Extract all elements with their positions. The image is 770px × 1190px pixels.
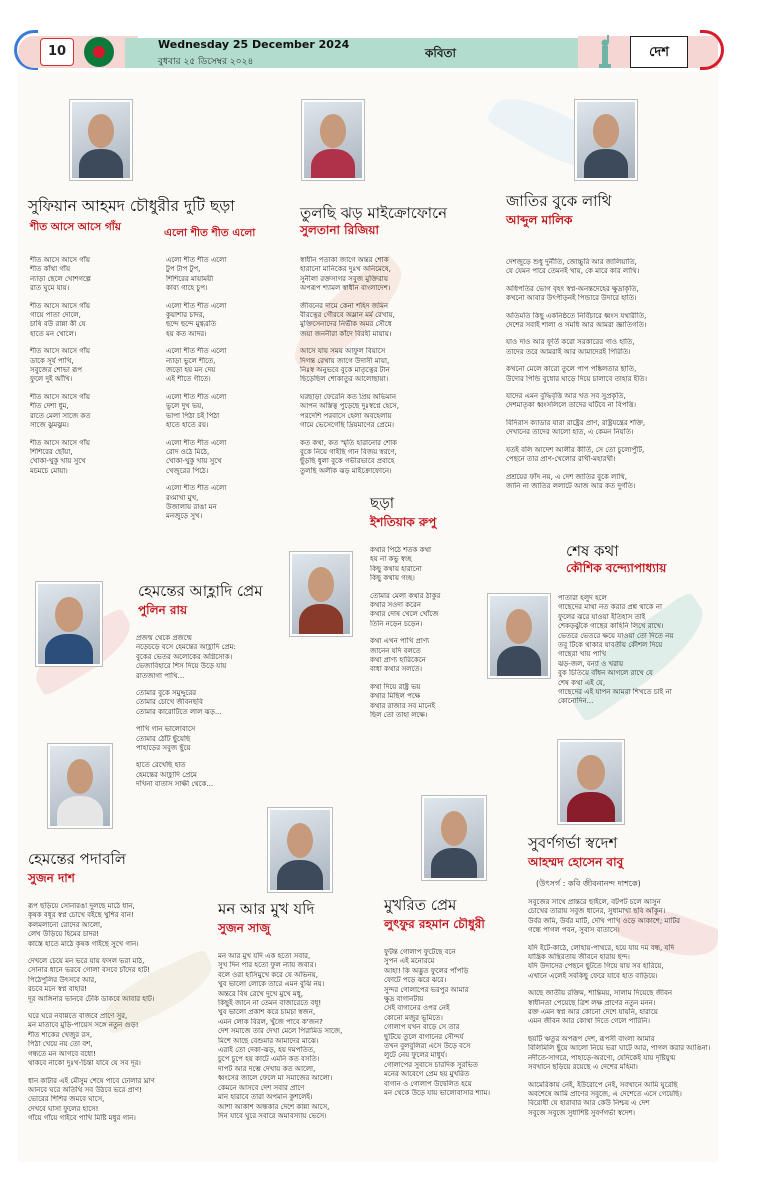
poem-stanza — [136, 689, 296, 717]
poem-title: মন আর মুখ যদি — [218, 900, 315, 918]
poem-line: শীত কাঁথা গাঁয় — [30, 265, 71, 274]
poem-line: বীরত্বের গৌরবে অম্লান মর্ম রেখায়, — [300, 311, 395, 320]
poem-line: শেকড়ঝুঁকে গাছের কাহিনি লিখে রাখে। — [558, 622, 664, 631]
poem-line: শীত শাকের খেজুর রস, — [28, 1030, 93, 1039]
poem-subtitle: শীত আসে আসে গাঁয় — [30, 221, 121, 233]
poem-line: দেখানের তাদের আলো হাত, এ কেমন নিয়তি। — [506, 428, 634, 437]
poem-line: লুটে নেয় ফুলের মাধুর্য। — [384, 1051, 448, 1060]
poem-line: রাতজাগা পাখি... — [136, 671, 185, 680]
poem-line: ভেতরে ভেতরে ক্ষয়ে যাওয়া তো দিতে নয় — [558, 631, 674, 640]
poem-line: নদীতে-সাগরে, পাহাড়ে-অরণ্যে, যেদিকেই যায় দৃষ্টিযুগ্ম — [528, 1053, 676, 1062]
poem-body — [218, 952, 378, 1129]
poem-line: উদোর পিন্ডি বুধোর ঘাড়ে দিয়ে চালাবে তাহার ইতি। — [506, 374, 648, 383]
poem-line: ছিল তো তাহা লক্ষে। — [370, 711, 428, 720]
poem-line: খুব ভালো প্রকাশ করে চামচা স্বজন, — [218, 1008, 316, 1017]
poem-line: কথার রাজার সব মানেই — [370, 701, 436, 710]
poem-line: আহা! কি অদ্ভুত ফুলের পাঁপড়ি — [384, 966, 469, 975]
poem-stanza — [370, 546, 480, 584]
poem-line: এরাই তো দেকা-ঝড়, হয় দমপতিত, — [218, 1046, 316, 1055]
poem-line: শিশিরের ছোঁয়া, — [30, 447, 73, 456]
poem-line: ধান কাটার এই মৌসুম শেষে পাবে ঢোলার ঘ্রাণ — [28, 1076, 155, 1085]
poem-stanza — [166, 484, 276, 522]
poem-author: কৌশিক বন্দ্যোপাধ্যায় — [566, 561, 667, 575]
poem-stanza — [528, 944, 714, 982]
poem-line: ক্ষুদ্র বাগানটায় — [384, 995, 424, 1004]
poem-title: শেষ কথা — [566, 542, 619, 560]
poem-author: সুজন সাজু — [218, 921, 271, 935]
poem-line: অতিমতি কিছু একনিষ্ঠতে নির্বিচারে ধ্বংস যথারীতি, — [506, 311, 647, 320]
poem-line: শীত আসে আসে গাঁয় — [30, 256, 91, 264]
poem-stanza — [166, 439, 276, 477]
poem-dedication: (উৎসর্গ : কবি জীবনানন্দ দাশকে) — [536, 879, 641, 888]
poem-title: হেমন্তের পদাবলি — [28, 850, 126, 868]
poem-line: টুপ টাপ টুপ, — [166, 265, 201, 274]
poem-line: এখানে এলেই সবকিছু ফেরে যাবে হাত বাড়িয়ে। — [528, 971, 658, 980]
poem-line: আছে জাতীয় রক্তিম, শান্তিময়, সালাম দিয়েছে জীবন — [528, 989, 673, 998]
poem-line: ফোটে পড়ে ঝরে ঝরে। — [384, 976, 447, 985]
poem-line: বুকের ভেতর অলোকের অগ্নিসোক। — [136, 652, 233, 661]
poem-stanza — [506, 338, 712, 357]
poem-stanza — [528, 1035, 714, 1073]
poem-line: সবখানে ছড়িয়ে রয়েছে এ দেশের মহিমা। — [528, 1063, 638, 1072]
poem-line: ছন্দে ছন্দে মুগ্ধরতি — [166, 320, 217, 329]
poem-line: মন মাতাবে মুড়ি-পায়েস সঙ্গে নতুন গুড়! — [28, 1021, 139, 1030]
poem-line: স্বাধীন পতাকা জাগে অন্তর শোক — [300, 256, 389, 264]
poem-line: জড়ো হয় মন দেয় — [166, 366, 216, 375]
poem-line: গাছেদের মাথা নত করার প্রশ্ন থাকে না — [558, 603, 663, 612]
poem-stanza — [136, 761, 296, 789]
poem-line: তুলছি অলীক ঝড় মাইক্রোফোনে। — [300, 466, 392, 475]
poem-line: দখিনা বাতাস সাক্ষী থেকে... — [136, 780, 214, 789]
poem-title: জাতির বুকে লাথি — [506, 192, 612, 210]
poem-line: পাখি গান ভালোবাসে — [136, 725, 196, 734]
poem-line: তখন বুলবুলিরা এসে উড়ে বসে — [384, 1042, 471, 1051]
poem-subtitle: এলো শীত শীত এলো — [164, 227, 256, 239]
poem-line: অপরূপ শ্যামল স্বাধীন বাংলাদেশ। — [300, 284, 391, 293]
poem-line: কথা প্রাণ্য হারিকেনে — [370, 656, 426, 665]
poem-line: দিন যাবে ঘুরে সবারে অমাবস্যায় ভেসে। — [218, 1111, 327, 1120]
poem-line: যে যেমন পারে তেমনই খায়, কে মারে কার লাথি। — [506, 267, 640, 276]
poem-line: অন্তরে বিষ রেখে দুখে মুখে মধু, — [218, 989, 303, 998]
poem-line: ফুলে দুই আঁখি। — [30, 375, 73, 384]
poem-author: সুজন দাশ — [28, 871, 75, 885]
poem-line: প্রশ্রয়ের ফাঁদ নয়, এ দেশ জাতির বুকে লাথি, — [506, 472, 628, 481]
poem-line: কথা এখন পাখি প্রাণ্য — [370, 637, 430, 646]
poem-author: সুলতানা রিজিয়া — [300, 223, 379, 237]
poem-line: রোদ ওঠে মিঠে, — [166, 447, 210, 456]
poem-line: কথার দোষ খেলে খোঁজে — [370, 610, 439, 619]
poem-line: বিলিমিলি ছুঁয়ে আলো নিয়ে ভরা ঘাটে আর, পাগল করার আঙিনা। — [528, 1044, 711, 1053]
poem-stanza — [30, 347, 140, 385]
poem-line: পেছনে তার প্রাণ-খেলোর রাখী-মহারথী। — [506, 455, 616, 464]
poem-body — [384, 948, 524, 1107]
poem-line: চোখের তারায় সবুজ ধানের, সুধামাখা ছবি আঁকুন। — [528, 907, 666, 916]
poem-stanza — [558, 594, 714, 707]
poem-line: এলো শীত শীত এলো — [166, 392, 227, 401]
poem-line: কত কথা, কত স্মৃতি হারানোর শোক — [300, 438, 398, 447]
poem-title: হেমন্তের আহ্লাদি প্রেম — [138, 582, 263, 600]
poem-line: মচমচে মোয়া। — [30, 466, 68, 475]
poem-line: বুক চিতিয়ে বাঁধন আগলে রাখে যে — [558, 669, 653, 678]
poem-line: সুপন এই মনোরমে — [384, 957, 435, 966]
poem-line: তোমার মেলা কথার ঠাকুর — [370, 591, 441, 600]
poem-line: গোলাপ যখন বাড়ে সে তার — [384, 1023, 460, 1032]
poem-body — [528, 898, 714, 1126]
poem-line: বলে ওরা হাসিমুখে করে যে অভিনয়, — [218, 970, 318, 979]
poem-line: আপন অস্তিত্ব পুড়েছে দুঃস্বপ্নে হেসে, — [300, 402, 399, 411]
poem-line: দেশের সবাই শালা ও সমধি আর আমরা জ্ঞাতিগতি। — [506, 321, 647, 330]
poem-line: এলো শীত শীত এলো — [166, 347, 227, 356]
poem-line: ডাকে সূর্য পাখি, — [30, 356, 74, 365]
poem-line: যাও দাও আর ফূর্তি করো সরকারের গাও হাতি, — [506, 338, 635, 347]
poem-line: পরদেশি পরবাসে হেলা অবহেলায় — [300, 411, 392, 420]
poem-line: মনজুড়ে সুখ। — [166, 512, 203, 521]
poem-stanza — [300, 393, 500, 431]
poem-line: মিশে আছে বেশুমার আমাদের মাঝে। — [218, 1036, 319, 1045]
poem-line: ফুলের ঝরে যাওয়া ইতিহাস তাই — [558, 612, 646, 621]
poem-line: দেখবে ঘাসা ফুলের হাসে! — [28, 1104, 99, 1113]
poem-line: অবশেষে আমি প্রাণের সবুজে, এ দেশেতে এসে গেয়েছি। — [528, 1089, 682, 1098]
poem-line: মন আর মুখ যদি এক হতো সবার, — [218, 952, 311, 960]
desh-logo — [630, 36, 688, 68]
page-header — [0, 0, 770, 70]
poem-body — [558, 594, 714, 715]
poem-line: তবু টিকে থাকার যাবতীয় কৌশল দিয়ে — [558, 641, 663, 650]
poem-line: তোমার ঠোঁট ছুঁয়েছি — [136, 734, 191, 743]
poem-line: তোমার কারোটিতে লাল ঝড়... — [136, 707, 222, 716]
poem-line: পাতারা হলুদ হলে — [558, 594, 607, 602]
poem-line: সোনার ধানে ভরবে গোলা বসবে চাঁদের হাট! — [28, 966, 151, 975]
poem-line: কেমনে আসবে দেশ সবার প্রাণে — [218, 1083, 305, 1092]
poem-stanza — [30, 256, 140, 294]
poem-line: আনবে ঘরে অতিথি সব উঠবে ভরে প্রাণ! — [28, 1085, 142, 1094]
poet-photo — [422, 796, 486, 880]
poem-line: সবুজে সবুজে সুধাশিষ্ট সুবর্ণগর্ভা স্বদেশ। — [528, 1108, 635, 1117]
poem-line: রূপ ছড়িয়ে সোনারঙা দুলছে মাঠে ধান, — [28, 902, 135, 910]
date-english: Wednesday 25 December 2024 — [158, 38, 350, 51]
poet-photo — [36, 582, 102, 666]
poem-line: জয়া জননীরা কাঁদে বিরহী মায়ায়। — [300, 329, 392, 338]
poem-line: গন্ধে পাগল পবন, সুবাস বাতাসে। — [528, 926, 620, 935]
poem-stanza — [300, 256, 500, 294]
poem-body — [166, 256, 276, 530]
poem-line: আমেরিকায় নেই, ইউরোপে নেই, সবখানে আমি ঘুরেছি — [528, 1080, 678, 1089]
poem-body — [28, 902, 214, 1132]
poem-line: অধিপতির ভোগ বৃহৎ স্বপ্ন-অনন্তদেহের ক্ষুদ্রাকৃতি, — [506, 284, 639, 293]
poem-line: গামে ভেসেগেছি দ্রিয়মাণের প্রেমে। — [300, 421, 394, 430]
poem-title: মুখরিত প্রেম — [384, 896, 457, 914]
poem-line: চুপে চুপে হয় কাটে এমনি কত বসতি। — [218, 1055, 320, 1064]
page-number: 10 — [40, 38, 74, 66]
poem-stanza — [300, 347, 500, 385]
poem-stanza — [300, 302, 500, 340]
poem-line: সুনীলা রক্তসাগর সবুজ মুক্তিরায় — [300, 274, 388, 283]
poem-line: এমন লোক বিরল, খুঁজে পাবে ক'জন? — [218, 1017, 323, 1026]
poem-line: বুকে নিয়ে গাইছি গান বিজয় স্বরণে, — [300, 447, 397, 456]
poem-line: গন্ধতে মন আগবে বধো! — [28, 1049, 96, 1058]
poem-line: কোনো মজুর ভূমিতে। — [384, 1013, 443, 1022]
poem-line: কুয়াশার চাদর, — [166, 311, 205, 320]
poem-line: রাতে মেলা সাজে কত — [30, 411, 91, 420]
poem-stanza — [506, 258, 712, 277]
poem-body — [506, 258, 712, 499]
poem-line: পিঠেপুলির উৎসবে আর, — [28, 975, 97, 984]
poem-stanza — [506, 419, 712, 438]
poem-body — [300, 256, 500, 484]
poem-line: রচবে মনে স্বপ্ন বাহার! — [28, 985, 88, 994]
poem-stanza — [166, 302, 276, 340]
poem-line: ন্যাড়া ছেলে খোশগল্পে — [30, 274, 91, 283]
poem-line: এলো শীত শীত এলো — [166, 484, 227, 493]
poem-line: খেজুরের পিঠে। — [166, 466, 209, 475]
poem-line: দেশ সমাজে তার দেখা মেলে পিরামিড সাজে, — [218, 1027, 343, 1036]
poem-line: এমন জীবন আর কোথা দিতে গেলে পারিনি। — [528, 1017, 650, 1026]
poem-author: ইশতিয়াক রুপু — [370, 515, 437, 529]
poem-line: ভুলে দুখ ভয়, — [166, 402, 204, 411]
poem-stanza — [28, 957, 214, 1004]
poem-line: পিঠা খেয়ে নয় তো বশ, — [28, 1040, 93, 1049]
poem-stanza — [28, 1077, 214, 1124]
poem-line: উজালায় রাঙা মন — [166, 502, 217, 511]
poem-line: মান হারাবে তারা অপমান কুশলেই। — [218, 1093, 313, 1102]
poem-line: পাহাড়ের সবুজ ছুঁয়ে — [136, 744, 191, 753]
date-bengali: বুধবার ২৫ ডিসেম্বর ২০২৪ — [158, 57, 254, 67]
poem-stanza — [370, 683, 480, 721]
liberty-statue-icon — [592, 34, 618, 68]
poem-line: রংমাখা মুখ, — [166, 493, 199, 502]
poem-line: কিছু কথায় হারানো — [370, 564, 422, 573]
poem-line: এলো শীত শীত এলো — [166, 256, 227, 264]
poem-line: তিনি নড়েন চড়েন। — [370, 619, 423, 628]
poem-line: খোকা-খুকু খায় সুখে — [166, 457, 222, 466]
poem-stanza — [166, 347, 276, 385]
logo-text: দেশ — [649, 45, 669, 60]
poem-line: খুব ভালো লোকে তারে এমন বুঝি নয়। — [218, 980, 325, 989]
poem-line: শীত দেশা ধুম, — [30, 402, 69, 411]
poem-line: ফুটন্ত গোলাপ ফুটেছে বনে — [384, 948, 456, 956]
poem-line: জানি না জাতির ললাটে আজ আর কত দুর্গতি। — [506, 481, 636, 490]
poem-author: আব্দুল মালিক — [506, 213, 573, 227]
poem-line: দেশমাতৃকা ধ্বংসলিলে তাদের ঘটিবে না বিপত্তি। — [506, 401, 637, 410]
poem-stanza — [28, 902, 214, 949]
poem-stanza — [30, 393, 140, 431]
poet-photo — [558, 740, 624, 824]
poem-stanza — [528, 1081, 714, 1119]
poem-line: যান্ত্রিক অস্থিরতায় জীবনে হারায় ছন্দ। — [528, 953, 630, 962]
poem-line: এলো শীত শীত এলো — [166, 438, 227, 447]
poet-photo — [575, 100, 637, 180]
poem-line: সুখ দিন পার হতো ফুল ন্যায় জবার। — [218, 961, 317, 970]
poem-stanza — [300, 439, 500, 477]
poem-line: সাজে ঝুমঝুম। — [30, 421, 69, 430]
poem-line: শেষ কথা এই যে, — [558, 678, 606, 687]
poem-stanza — [528, 898, 714, 936]
poem-stanza — [528, 989, 714, 1027]
poem-line: কিছুই জানে না তেমন বাজারেতে বধূ! — [218, 999, 322, 1008]
poem-line: শীত আসে আসে গাঁয় — [30, 438, 91, 447]
poem-body — [136, 634, 296, 798]
poem-stanza — [384, 948, 524, 1099]
poem-line: কখনো আবার উৎপীড়নই পিন্ডারে উদারে হাতি। — [506, 294, 637, 303]
poem-line: প্রজন্ম থেকে প্রজন্মে — [136, 634, 192, 642]
poem-line: মুক্তিসেনাদের নির্ভীক অমর সৌধে — [300, 320, 392, 329]
poem-stanza — [506, 365, 712, 384]
poem-title: সুফিয়ান আহমদ চৌধুরীর দুটি ছড়া — [28, 197, 235, 215]
poem-line: দূর আঙ্গিনার ভানবে ঢেঁকি ডাকবে আবার হাট। — [28, 994, 155, 1003]
poem-line: ঝড়-জল, বন্যা ও খরায় — [558, 659, 624, 668]
poem-line: গাছেরা খায় পাখি — [558, 650, 607, 659]
poem-line: গোলাপের সুবাসে চারদিক সুরভিত — [384, 1060, 478, 1069]
poem-line: গায়ে পাতা দোলে, — [30, 311, 81, 320]
poet-photo — [268, 808, 332, 892]
poem-line: শিশিরের মায়াময়ী — [166, 274, 214, 283]
bangladesh-flag-icon — [84, 37, 114, 67]
poem-line: যদি ইটে-কাঠে, লোহায়-পাথরে, হয়ে যায় দম বন্ধ, যদি — [528, 943, 675, 952]
poem-line: তাদের তরে আমরাই আর আমাদেরই পিরিতি। — [506, 347, 631, 356]
poem-line: দাপট আর দম্ভে দেখায় কত আলো, — [218, 1064, 316, 1073]
poem-line: দেশজুড়ে শুধু দুর্নীতি, জোচ্চুরি আর জালিয়াতি, — [506, 258, 637, 266]
poem-line: বিদিরাস ক্যাডার যারা রাষ্ট্রের প্রাণ, রাষ্ট্রযন্ত্রের শক্তি, — [506, 418, 646, 427]
poem-line: যতই বলি আদেশ আলীর কীর্তি, সে তো চুলোপুঁটি, — [506, 445, 645, 454]
poem-line: স্বাধীনতা পেয়েছে ত্রিশ লক্ষ প্রাণের নতুন মনন। — [528, 998, 656, 1007]
poem-line: কখনো মেলে কারো তুলে পাপ পঙ্কিলতার ছাতি, — [506, 365, 637, 374]
poem-line: চাষি বউ রান্না কী যে — [30, 320, 86, 329]
poem-line: হাতে মন খোলে। — [30, 329, 77, 338]
poem-line: শীত আসে আসে গাঁয় — [30, 392, 91, 401]
section-label: কবিতা — [425, 46, 456, 60]
poet-photo — [488, 594, 550, 678]
poem-line: ভোরের শিশির জমবে ঘাসে, — [28, 1095, 105, 1104]
poem-stanza — [370, 592, 480, 630]
poem-line: নিঃস্ব অনুভবে বুকে মাতৃত্বের টান — [300, 366, 390, 375]
poem-line: কথার সওদা করেন — [370, 601, 421, 610]
poem-line: খোকা-খুকু খায় সুখে — [30, 457, 86, 466]
poem-line: গাঁয়ে গাঁয়ে গাইবে পাখি মিষ্টি মধুর গান। — [28, 1114, 136, 1123]
poem-line: হয় কত আদর। — [166, 329, 207, 338]
poem-line: ছিড়েছিল শোকাতুর আলোছায়া। — [300, 375, 389, 384]
poem-line: বাধা কথার সলতে। — [370, 665, 423, 674]
poem-line: উর্বর জমি, উর্বর মাটি, দেখি পাখি ওড়ে আকাশে; মাটির — [528, 916, 680, 925]
poem-line: আশা আকাশ অন্ধকার দেশে কান্না আসে, — [218, 1102, 330, 1111]
poem-line: কোনোদিন... — [558, 697, 594, 706]
poem-stanza — [506, 312, 712, 331]
poem-line: ভাপা পিঠা চই পিঠা — [166, 411, 220, 420]
poem-line: ঘরে ঘরে নবান্নতে বাজবে প্রাণে সুর, — [28, 1012, 128, 1021]
poem-line: দেখলে চেয়ে মন ভরে যায় ফসল ভরা মাঠ, — [28, 957, 145, 966]
poem-line: হাতে রেখেছি হাত — [136, 761, 186, 770]
poem-line: লেখ উড়িয়ে হিমের চাদর! — [28, 930, 100, 939]
poem-line: কথার মিছিল পক্ষে — [370, 692, 421, 701]
poem-line: নড়েচড়ে বসে হেমন্তের আহ্লাদি প্রেম: — [136, 643, 236, 652]
poem-line: এই শীতে গীতে। — [166, 375, 211, 384]
poem-line: ছুঁড়ছি ধুলা বুকে গভীরভাবে প্রবাহে — [300, 457, 395, 466]
poem-stanza — [370, 637, 480, 675]
poem-line: কথার পিঠে শতক কথা — [370, 546, 432, 554]
poem-stanza — [136, 634, 296, 681]
poem-stanza — [30, 439, 140, 477]
poem-stanza — [28, 1012, 214, 1068]
poem-line: এলো শীত শীত এলো — [166, 301, 227, 310]
header-arc-right — [700, 30, 724, 70]
poem-line: দিগন্ত রেখায় জাগে উদাসী মায়া, — [300, 356, 390, 365]
poem-title: সুবর্ণগর্ভা স্বদেশ — [528, 834, 618, 852]
poem-stanza — [218, 952, 378, 1121]
poem-line: হারানো মানিকের দুঃখ অনিমেষে, — [300, 265, 391, 274]
poem-line: শীত আসে আসে গাঁয় — [30, 347, 91, 356]
poet-photo — [302, 100, 364, 180]
poem-stanza — [506, 473, 712, 492]
poem-line: গাছেদের এই যাপন আমরা শিখতে চাই না — [558, 688, 672, 697]
poet-photo — [70, 100, 132, 180]
poem-stanza — [136, 725, 296, 753]
poem-title: ছড়া — [370, 494, 395, 512]
content-area — [18, 72, 718, 1162]
poem-author: লুৎফুর রহমান চৌধুরী — [384, 917, 485, 931]
poem-stanza — [166, 256, 276, 294]
poem-stanza — [30, 302, 140, 340]
poem-line: বাগান ও গোলাপ উদ্বেলিত হয়ে — [384, 1079, 472, 1088]
poem-line: ঘরছাড়া ফেরেনি কত প্রিয় অভিমান — [300, 392, 397, 401]
poem-line: কিছু কথায় গচ্ছ। — [370, 574, 415, 583]
poem-title: তুলছি ঝড় মাইক্রোফোনে — [300, 204, 448, 222]
poem-stanza — [166, 393, 276, 431]
poem-stanza — [506, 446, 712, 465]
poem-line: কাস্তে হাতে মাঠে কৃষক গাইছে সুখে গান। — [28, 939, 139, 948]
poem-stanza — [506, 285, 712, 304]
poem-line: মন থেকে উড়ে যায় ভালোবাসার শ্যাম। — [384, 1089, 491, 1098]
poem-line: কাব্য গাহে চুপ। — [166, 284, 208, 293]
header-left-bar — [18, 36, 138, 68]
poem-line: ছয়টি ঋতুর অপরূপ দেশ, রূপসী বাংলা আমার — [528, 1034, 655, 1043]
poem-line: সেই বাগানের ওপর নেই — [384, 1004, 450, 1013]
poem-line: তোমার চোখে জীবনছবি — [136, 698, 203, 707]
poem-line: ন্যাড়া ভুলে শীতে, — [166, 356, 216, 365]
poem-stanza — [506, 392, 712, 411]
poem-line: যাদের এমন বুদ্ধিবৃত্তি আর খত সব সুপ্রকৃতি, — [506, 392, 626, 401]
poem-line: কৃষক বধূর স্বপ্ন চোখে বইছে খুশির বান! — [28, 911, 134, 920]
poem-line: শীত আসে আসে গাঁয় — [30, 301, 91, 310]
poem-line: মনের আবেগে প্রেম হয় মুখরিত — [384, 1070, 470, 1079]
poem-author: পুলিন রায় — [138, 603, 188, 617]
poem-line: আসে যায় সময় আফুল বিয়াসে — [300, 347, 386, 356]
poem-line: জানেন যদি বলতে — [370, 646, 421, 655]
poem-line: সবুজের শোভা রূপ — [30, 366, 83, 375]
poem-line: রাত ঘুমে যায়। — [30, 284, 70, 293]
poem-line: রক্ত এমন স্বপ্ন আর কোনো দেশে যায়নি, হারায়ে — [528, 1008, 658, 1017]
poem-line: বিরোধী যে হারাবার আর কেউ নিশ্চয় এ দেশ — [528, 1099, 650, 1108]
poem-line: হেমন্তের আহ্লাদি প্রেমে — [136, 770, 197, 779]
poet-photo — [48, 744, 112, 828]
poem-line: সুন্দর গোলাপের ভরপুর আমার — [384, 985, 469, 994]
poem-line: তোমার বুকে সমুদ্দুরের — [136, 689, 197, 698]
poem-line: জীবনের দামে কেনা শহিদ জমিন — [300, 301, 389, 310]
poet-photo — [290, 552, 352, 636]
poem-line: কথা দিয়ে রাষ্ট্র ভয় — [370, 682, 421, 691]
poem-line: ভেজাবিহারে শিস দিয়ে উড়ে যায় — [136, 662, 227, 671]
poem-body — [370, 546, 480, 729]
poem-line: থাকবে নাকো দুঃখ-চিন্তা যাবে যে সব দূর। — [28, 1059, 141, 1068]
poem-line: হাতে হাতে রয়। — [166, 421, 209, 430]
poem-line: কলমলানো রোদের আলো, — [28, 920, 103, 929]
poem-author: আহম্মদ হোসেন বাবু — [528, 855, 624, 869]
poem-line: সবুজের সাথে প্রান্তরে ছাইলে, বটপট চলে আসুন — [528, 898, 661, 906]
poem-line: যদি উদাসের পেছনে ছুটতে গিয়ে যায় সব হারিয়ে, — [528, 962, 664, 971]
poem-line: হয় না কভু স্বচ্ছ — [370, 555, 412, 564]
poem-line: ধ্বংসের জালে ফেলে মা সমাজের আলো। — [218, 1074, 333, 1083]
poem-body — [30, 256, 140, 484]
poem-line: ছুটিয়ে তুলে বাগানের সৌন্দর্য — [384, 1032, 464, 1041]
